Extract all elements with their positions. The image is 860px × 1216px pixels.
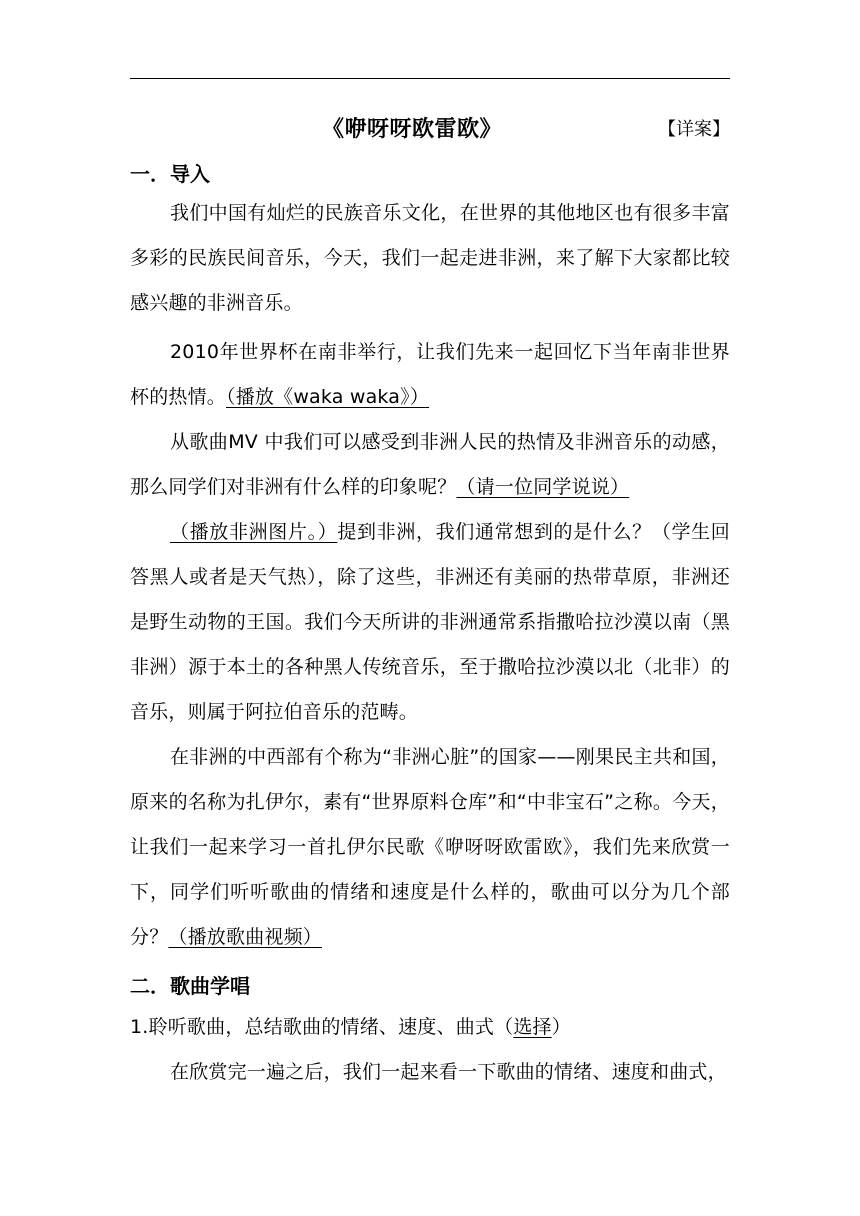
- list-item-text: 1.聆听歌曲，总结歌曲的情绪、速度、曲式（: [130, 1016, 514, 1038]
- paragraph-intro-1: 我们中国有灿烂的民族音乐文化，在世界的其他地区也有很多丰富多彩的民族民间音乐，今天，我们一起走进非洲，来了解下大家都比较感兴趣的非洲音乐。: [130, 202, 730, 314]
- media-cue-africa-pictures: （播放非洲图片。）: [170, 521, 338, 543]
- document-title: 《咿呀呀欧雷欧》: [322, 117, 503, 142]
- paragraph-intro-3: [130, 420, 730, 510]
- list-item-1: [130, 1005, 730, 1050]
- document-tag: 【详案】: [658, 119, 730, 140]
- list-item-close: ）: [551, 1016, 571, 1038]
- section-heading-intro: 一．导入: [130, 162, 210, 186]
- paragraph-text: 在非洲的中西部有个称为“非洲心脏”的国家——刚果民主共和国，原来的名称为扎伊尔，素有“世界原料仓库”和“中非宝石”之称。今天，让我们一起来学习一首扎伊尔民歌《咿呀呀欧雷欧》，我们先来欣赏一下，同学们听听歌曲的情绪和速度是什么样的，歌曲可以分为几个部分？: [130, 746, 730, 948]
- document-page: [130, 0, 730, 1216]
- title-line: [130, 112, 730, 148]
- paragraph-intro-4: [130, 510, 730, 735]
- header-rule: [130, 78, 730, 79]
- paragraph-intro-2: [130, 330, 730, 420]
- paragraph-song-1: 在欣赏完一遍之后，我们一起来看一下歌曲的情绪、速度和曲式，: [170, 1061, 727, 1083]
- media-cue-song-video: （播放歌曲视频）: [168, 926, 323, 948]
- activity-cue-student-answer: （请一位同学说说）: [456, 476, 630, 498]
- section-heading-song-learning: 二．歌曲学唱: [130, 974, 250, 998]
- paragraph-text: 提到非洲，我们通常想到的是什么？（学生回答黑人或者是天气热），除了这些，非洲还有美丽的热带草原，非洲还是野生动物的王国。我们今天所讲的非洲通常系指撒哈拉沙漠以南（黑非洲）源于本土的各种黑人传统音乐，至于撒哈拉沙漠以北（北非）的音乐，则属于阿拉伯音乐的范畴。: [130, 521, 730, 723]
- activity-cue-select: 选择: [513, 1016, 552, 1038]
- paragraph-text: 从歌曲MV 中我们可以感受到非洲人民的热情及非洲音乐的动感，那么同学们对非洲有什么样的印象呢？: [130, 431, 730, 498]
- media-cue-waka-waka: （播放《waka waka》）: [226, 386, 430, 408]
- paragraph-intro-5: [130, 735, 730, 960]
- paragraph-text: 2010年世界杯在南非举行，让我们先来一起回忆下当年南非世界杯的热情。: [130, 341, 730, 408]
